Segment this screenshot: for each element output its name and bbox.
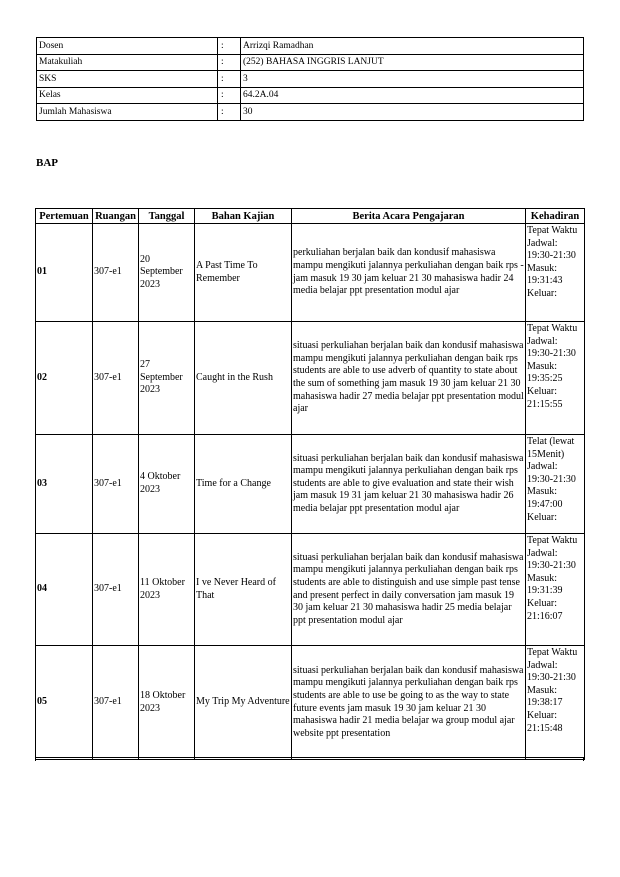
cell-berita-acara: situasi perkuliahan berjalan baik dan kondusif mahasiswa mampu mengikuti jalannya perkuliahan dengan baik rps students are able to distinguish and use simple past tense and present perfect in daily conversation jam masuk 19 30 jam keluar 21 30 mahasiswa hadir 25 media belajar ppt presentation modul ajar [292,534,526,646]
table-row [36,322,585,435]
table-row [36,534,585,646]
info-label: SKS [37,71,218,88]
info-separator: : [218,54,241,71]
cell-bahan-kajian: I ve Never Heard of That [195,534,292,646]
header-kehadiran: Kehadiran [526,209,585,224]
header-ruangan: Ruangan [93,209,139,224]
cell-pertemuan: 03 [36,435,93,534]
info-row-dosen [37,38,584,55]
info-row-sks [37,71,584,88]
cell-kehadiran: Tepat Waktu Jadwal: 19:30-21:30 Masuk: 19:31:39 Keluar: 21:16:07 [526,534,585,646]
course-info-table [36,37,584,121]
info-value: 3 [241,71,584,88]
info-separator: : [218,104,241,121]
cell-ruangan: 307-e1 [93,534,139,646]
info-separator: : [218,71,241,88]
cell-berita-acara: situasi perkuliahan berjalan baik dan kondusif mahasiswa mampu mengikuti jalannya perkuliahan dengan baik rps students are able to use adverb of quantity to state about the sum of something jam masuk 19 30 jam keluar 21 30 mahasiswa hadir 27 media belajar ppt presentation modul ajar [292,322,526,435]
header-pertemuan: Pertemuan [36,209,93,224]
cell-bahan-kajian: A Past Time To Remember [195,224,292,322]
table-row [36,224,585,322]
table-row [36,435,585,534]
cell-berita-acara: perkuliahan berjalan baik dan kondusif mahasiswa mampu mengikuti jalannya perkuliahan dengan baik rps - jam masuk 19 30 jam keluar 21 30 mahasiswa hadir 24 media belajar ppt presentation modul ajar [292,224,526,322]
cell-bahan-kajian: My Trip My Adventure [195,646,292,760]
cell-pertemuan: 01 [36,224,93,322]
cell-ruangan: 307-e1 [93,322,139,435]
cell-tanggal: 27 September 2023 [139,322,195,435]
info-label: Dosen [37,38,218,55]
cell-tanggal: 4 Oktober 2023 [139,435,195,534]
info-value: 30 [241,104,584,121]
info-label: Matakuliah [37,54,218,71]
header-bahan-kajian: Bahan Kajian [195,209,292,224]
cell-pertemuan: 05 [36,646,93,760]
cell-kehadiran: Tepat Waktu Jadwal: 19:30-21:30 Masuk: 19:35:25 Keluar: 21:15:55 [526,322,585,435]
info-value: Arrizqi Ramadhan [241,38,584,55]
cell-berita-acara: situasi perkuliahan berjalan baik dan kondusif mahasiswa mampu mengikuti jalannya perkuliahan dengan baik rps students are able to give evaluation and state their wish jam masuk 19 31 jam keluar 21 30 mahasiswa hadir 26 media belajar ppt presentation modul ajar [292,435,526,534]
cell-kehadiran: Telat (lewat 15Menit) Jadwal: 19:30-21:30 Masuk: 19:47:00 Keluar: [526,435,585,534]
cell-tanggal: 11 Oktober 2023 [139,534,195,646]
cell-pertemuan: 04 [36,534,93,646]
cell-ruangan: 307-e1 [93,435,139,534]
cell-pertemuan: 02 [36,322,93,435]
info-row-jumlah-mahasiswa [37,104,584,121]
info-separator: : [218,87,241,104]
info-separator: : [218,38,241,55]
header-berita-acara: Berita Acara Pengajaran [292,209,526,224]
info-row-matakuliah [37,54,584,71]
cell-berita-acara: situasi perkuliahan berjalan baik dan kondusif mahasiswa mampu mengikuti jalannya perkuliahan dengan baik rps students are able to use be going to as the way to state future events jam masuk 19 30 jam keluar 21 30 mahasiswa hadir 21 media belajar wa group modul ajar website ppt presentation [292,646,526,760]
cell-kehadiran: Tepat Waktu Jadwal: 19:30-21:30 Masuk: 19:38:17 Keluar: 21:15:48 [526,646,585,760]
info-label: Jumlah Mahasiswa [37,104,218,121]
header-tanggal: Tanggal [139,209,195,224]
info-label: Kelas [37,87,218,104]
cell-kehadiran: Tepat Waktu Jadwal: 19:30-21:30 Masuk: 19:31:43 Keluar: [526,224,585,322]
cell-bahan-kajian: Caught in the Rush [195,322,292,435]
info-row-kelas [37,87,584,104]
cell-ruangan: 307-e1 [93,646,139,760]
cell-tanggal: 20 September 2023 [139,224,195,322]
cell-tanggal: 18 Oktober 2023 [139,646,195,760]
cell-ruangan: 307-e1 [93,224,139,322]
info-value: (252) BAHASA INGGRIS LANJUT [241,54,584,71]
section-title: BAP [36,157,58,169]
table-header-row [36,209,585,224]
cell-bahan-kajian: Time for a Change [195,435,292,534]
bap-table [35,208,585,760]
table-continuation [35,757,584,761]
info-value: 64.2A.04 [241,87,584,104]
table-row [36,646,585,760]
